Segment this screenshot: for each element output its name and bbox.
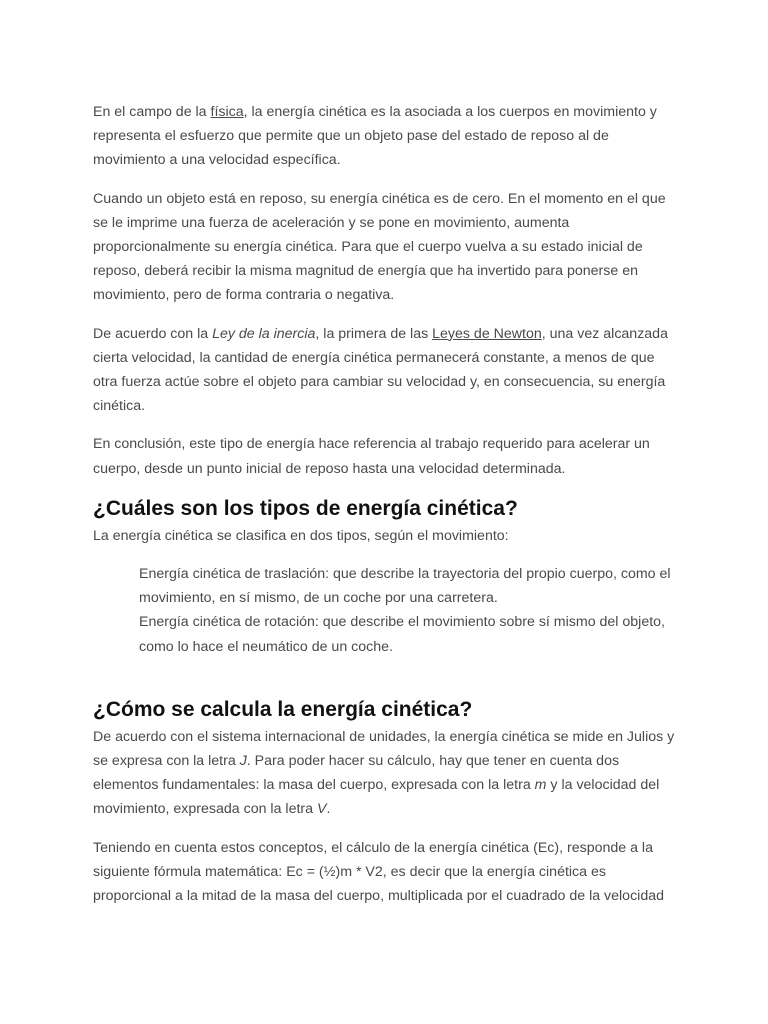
heading-types: ¿Cuáles son los tipos de energía cinética? xyxy=(93,496,518,520)
link-leyes-de-newton[interactable]: Leyes de Newton xyxy=(432,325,542,342)
article-body xyxy=(93,100,678,922)
paragraph-intro: En el campo de la física, la energía cinética es la asociada a los cuerpos en movimiento y representa el esfuerzo que permite que un objeto pase del estado de reposo al de movimiento a una velocidad específica. xyxy=(93,104,657,169)
inertia-law-term: Ley de la inercia xyxy=(212,325,316,342)
heading-calculation: ¿Cómo se calcula la energía cinética? xyxy=(93,697,473,721)
list-item: Energía cinética de rotación: que describe el movimiento sobre sí mismo del objeto, como lo hace el neumático de un coche. xyxy=(139,614,665,655)
paragraph-rest-state: Cuando un objeto está en reposo, su energía cinética es de cero. En el momento en el que se le imprime una fuerza de aceleración y se pone en movimiento, aumenta proporcionalmente su energía cinética. Para que el cuerpo vuelva a su estado inicial de reposo, deberá recibir la misma magnitud de energía que ha invertido para ponerse en movimiento, pero de forma contraria o negativa. xyxy=(93,190,666,304)
paragraph-units: De acuerdo con el sistema internacional de unidades, la energía cinética se mide en Julios y se expresa con la letra J. Para poder hacer su cálculo, hay que tener en cuenta dos elementos fundamentales: la masa del cuerpo, expresada con la letra m y la velocidad del movimiento, expresada con la letra V. xyxy=(93,728,675,818)
link-fisica[interactable]: física xyxy=(210,104,244,120)
list-item: Energía cinética de traslación: que describe la trayectoria del propio cuerpo, como el movimiento, en sí mismo, de un coche por una carretera. xyxy=(139,566,671,607)
paragraph-formula: Teniendo en cuenta estos conceptos, el cálculo de la energía cinética (Ec), responde a la siguiente fórmula matemática: Ec = (½)m * V2, es decir que la energía cinética es proporcional a la mitad de la masa del cuerpo, multiplicada por el cuadrado de la velocidad xyxy=(93,839,664,905)
paragraph-inertia: De acuerdo con la Ley de la inercia, la primera de las Leyes de Newton, una vez alcanzada cierta velocidad, la cantidad de energía cinética permanecerá constante, a menos de que otra fuerza actúe sobre el objeto para cambiar su velocidad y, en consecuencia, su energía cinética. xyxy=(93,325,668,415)
paragraph-conclusion: En conclusión, este tipo de energía hace referencia al trabajo requerido para acelerar un cuerpo, desde un punto inicial de reposo hasta una velocidad determinada. xyxy=(93,436,650,477)
paragraph-types-intro: La energía cinética se clasifica en dos tipos, según el movimiento: xyxy=(93,527,509,544)
types-list xyxy=(93,562,678,659)
